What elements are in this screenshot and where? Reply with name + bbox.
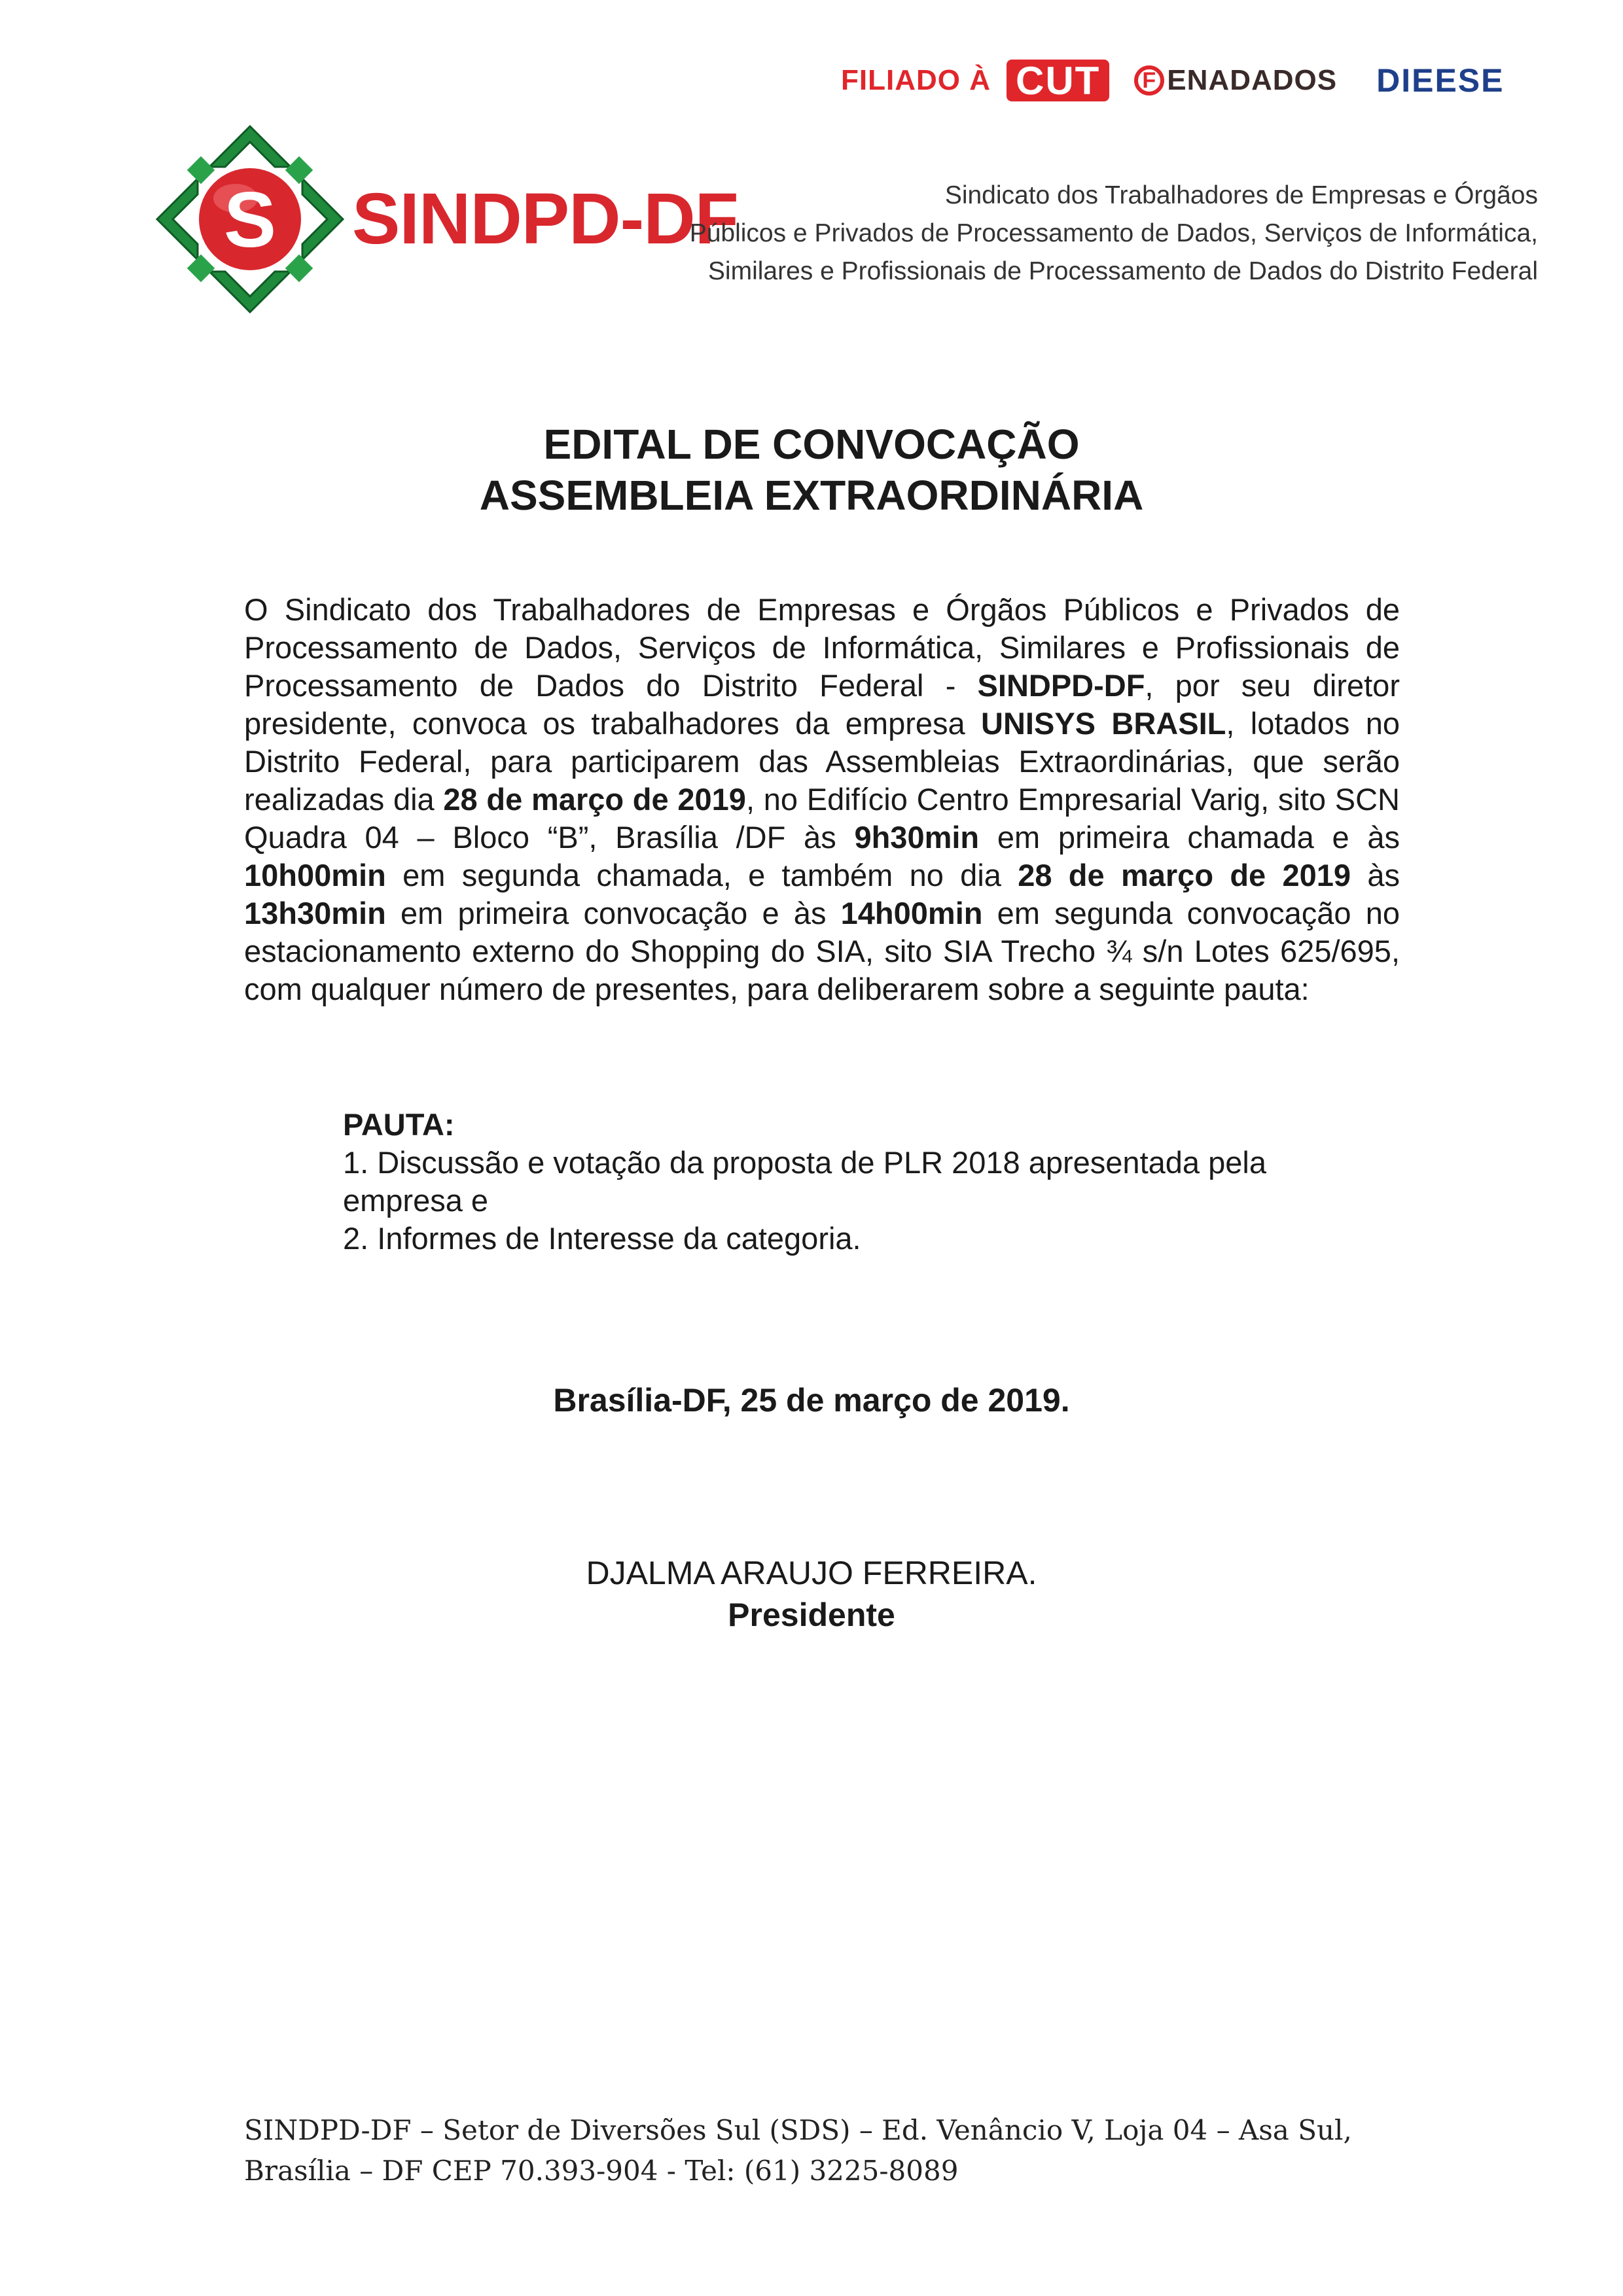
footer-line: SINDPD-DF – Setor de Diversões Sul (SDS) – Ed. Venâncio V, Loja 04 – Asa Sul, (244, 2114, 1352, 2146)
title-line-1: EDITAL DE CONVOCAÇÃO (543, 421, 1080, 468)
body-text: , no Edifício Centro Empresarial Varig, sito SCN Quadra 04 – Bloco “B”, Brasília /DF às (244, 782, 1400, 855)
org-description-line: Similares e Profissionais de Processamento de Dados do Distrito Federal (707, 257, 1538, 285)
body-text: às (1351, 858, 1400, 892)
document-title (0, 419, 1623, 521)
signatory-name: DJALMA ARAUJO FERREIRA. (586, 1555, 1037, 1591)
footer-line: Brasília – DF CEP 70.393-904 - Tel: (61) 3225-8089 (244, 2155, 959, 2187)
body-bold: SINDPD-DF (977, 668, 1145, 703)
convocation-paragraph (244, 591, 1400, 1008)
body-bold: 28 de março de 2019 (1018, 858, 1351, 892)
agenda-title: PAUTA: (343, 1107, 455, 1142)
fenadados-logo-text: ENADADOS (1167, 64, 1338, 96)
affiliation-label: FILIADO À (841, 64, 991, 96)
agenda-item: empresa e (343, 1183, 489, 1218)
signature-block (0, 1552, 1623, 1636)
sindpd-df-logo (152, 121, 738, 317)
body-text: em primeira chamada e às (979, 820, 1400, 855)
body-text: em primeira convocação e às (385, 896, 841, 930)
footer-address (244, 2110, 1352, 2191)
body-text: em segunda chamada, e também no dia (385, 858, 1018, 892)
org-description-line: Sindicato dos Trabalhadores de Empresas e Órgãos (944, 181, 1538, 209)
fenadados-initial: F (1134, 65, 1164, 96)
title-line-2: ASSEMBLEIA EXTRAORDINÁRIA (479, 472, 1144, 519)
body-bold: 9h30min (854, 820, 980, 855)
body-bold: 13h30min (244, 896, 386, 930)
emblem-letter: S (223, 176, 277, 264)
org-logo-text: SINDPD-DF (352, 178, 738, 259)
place-and-date: Brasília-DF, 25 de março de 2019. (553, 1382, 1070, 1419)
cut-logo: CUT (1007, 60, 1109, 101)
body-bold: 28 de março de 2019 (443, 782, 746, 817)
body-text: em segunda convocação no estacionamento externo do Shopping do SIA, sito SIA Trecho ¾ s/n Lotes 625/695, com qualquer número de presentes, para deliberarem sobre a seguinte pauta: (244, 896, 1400, 1006)
body-bold: UNISYS BRASIL (981, 706, 1226, 741)
body-bold: 10h00min (244, 858, 386, 892)
sindpd-emblem-icon (152, 121, 348, 317)
org-description (690, 177, 1538, 291)
signatory-role: Presidente (728, 1597, 895, 1633)
org-description-line: Públicos e Privados de Processamento de Dados, Serviços de Informática, (689, 219, 1538, 247)
agenda-item: 1. Discussão e votação da proposta de PLR 2018 apresentada pela (343, 1145, 1266, 1180)
fenadados-logo (1134, 64, 1337, 97)
dieese-logo: DIEESE (1376, 62, 1505, 99)
affiliation-logos (841, 51, 1505, 110)
body-text: , lotados no Distrito Federal, para participarem das Assembleias Extraordinárias, que serão realizadas dia (244, 706, 1400, 817)
body-text: , por seu diretor presidente, convoca os trabalhadores da empresa (244, 668, 1400, 741)
body-text: O Sindicato dos Trabalhadores de Empresas e Órgãos Públicos e Privados de Processamento de Dados, Serviços de Informática, Similares e Profissionais de Processamento de Dados do Distrito Federal - (244, 592, 1400, 703)
agenda (343, 1106, 1364, 1258)
agenda-item: 2. Informes de Interesse da categoria. (343, 1221, 861, 1256)
body-bold: 14h00min (840, 896, 983, 930)
